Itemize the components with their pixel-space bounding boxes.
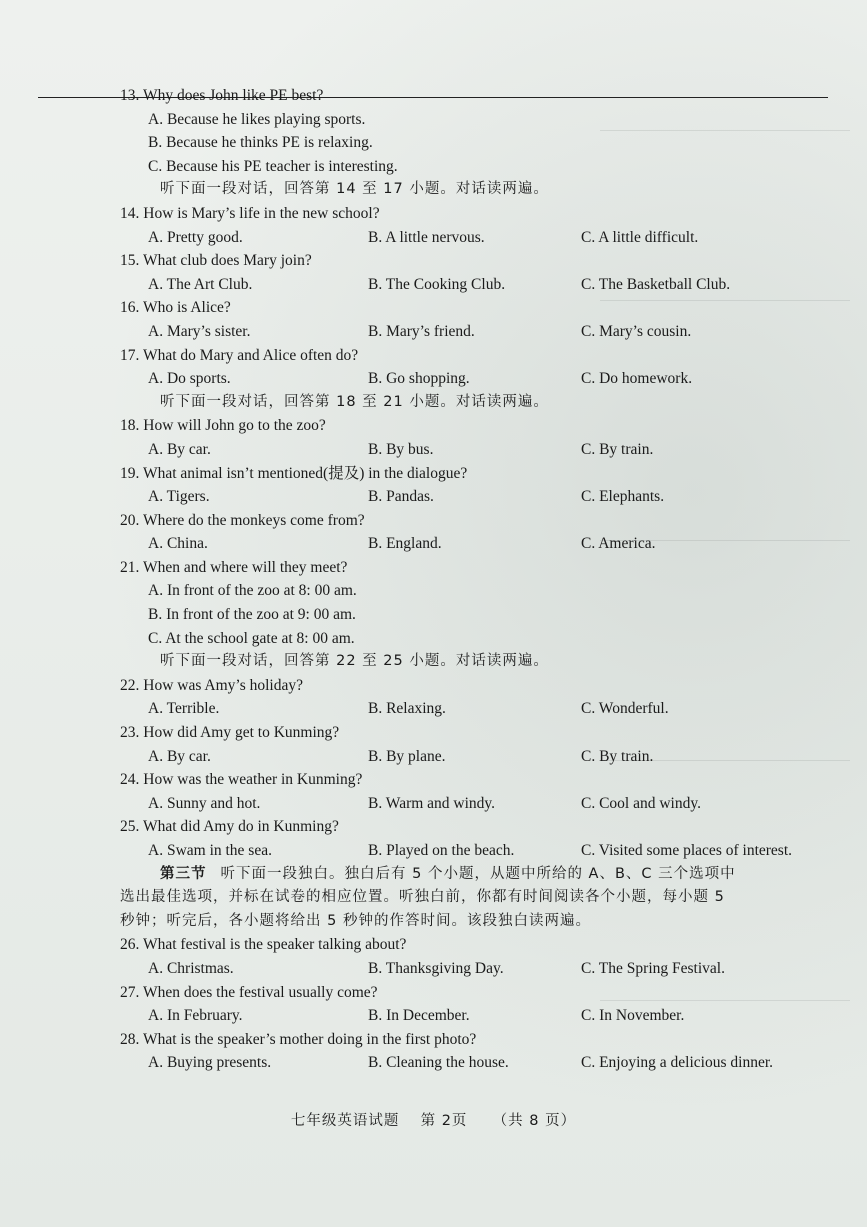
option-a: A. Mary’s sister. — [148, 322, 251, 340]
option-b: B. Warm and windy. — [368, 794, 496, 812]
question-13: 13. Why does John like PE best? — [120, 87, 324, 104]
footer-title: 七年级英语试题 — [290, 1113, 400, 1129]
option-a: A. Tigers. — [148, 488, 210, 506]
option-c: C. The Basketball Club. — [581, 275, 731, 293]
options-23 — [120, 745, 830, 769]
question-19: 19. What animal isn’t mentioned(提及) in the dialogue? — [120, 464, 468, 482]
page-footer — [0, 1109, 867, 1130]
question-14: 14. How is Mary’s life in the new school? — [120, 204, 380, 222]
option-b: B. By bus. — [368, 440, 434, 458]
option-b: B. A little nervous. — [368, 228, 485, 246]
option-a: A. Terrible. — [148, 700, 220, 718]
option-b: B. England. — [368, 535, 442, 553]
section-3-line-2: 选出最佳选项，并标在试卷的相应位置。听独白前，你都有时间阅读各个小题，每小题 5 — [120, 889, 725, 906]
question-20: 20. Where do the monkeys come from? — [120, 511, 365, 529]
question-26: 26. What festival is the speaker talking about? — [120, 936, 407, 954]
option-c: C. A little difficult. — [581, 228, 699, 246]
option-b: B. Pandas. — [368, 488, 434, 506]
question-16: 16. Who is Alice? — [120, 299, 231, 317]
question-21: 21. When and where will they meet? — [120, 558, 348, 576]
footer-page-number: 第 2页 — [420, 1113, 468, 1129]
options-26 — [120, 957, 830, 981]
question-27: 27. When does the festival usually come? — [120, 983, 378, 1001]
section-3-line-1: 听下面一段独白。独白后有 5 个小题，从题中所给的 A、B、C 三个选项中 — [220, 865, 736, 882]
options-19 — [120, 485, 830, 509]
option-b: B. Cleaning the house. — [368, 1054, 509, 1072]
question-18: 18. How will John go to the zoo? — [120, 417, 326, 435]
question-15: 15. What club does Mary join? — [120, 252, 312, 270]
options-28 — [120, 1051, 830, 1075]
option-b: B. The Cooking Club. — [368, 275, 506, 293]
options-27 — [120, 1004, 830, 1028]
option-c: C. Elephants. — [581, 488, 665, 506]
option-13-a: A. Because he likes playing sports. — [148, 110, 366, 128]
options-17 — [120, 367, 830, 391]
section-3-title: 第三节 — [160, 865, 207, 882]
instruction-18-21: 听下面一段对话，回答第 18 至 21 小题。对话读两遍。 — [160, 393, 549, 410]
options-20 — [120, 532, 830, 556]
option-21-a: A. In front of the zoo at 8: 00 am. — [148, 582, 357, 600]
question-22: 22. How was Amy’s holiday? — [120, 676, 303, 694]
option-b: B. By plane. — [368, 747, 446, 765]
question-list — [120, 84, 830, 1075]
option-a: A. By car. — [148, 440, 211, 458]
options-25 — [120, 839, 830, 863]
option-c: C. America. — [581, 535, 656, 553]
option-a: A. By car. — [148, 747, 211, 765]
option-a: A. The Art Club. — [148, 275, 253, 293]
options-24 — [120, 792, 830, 816]
options-15 — [120, 273, 830, 297]
option-c: C. In November. — [581, 1007, 685, 1025]
options-14 — [120, 226, 830, 250]
option-21-c: C. At the school gate at 8: 00 am. — [148, 629, 355, 647]
option-b: B. In December. — [368, 1007, 470, 1025]
options-18 — [120, 438, 830, 462]
option-13-c: C. Because his PE teacher is interesting. — [148, 157, 398, 175]
options-22 — [120, 697, 830, 721]
option-a: A. Christmas. — [148, 959, 234, 977]
option-c: C. Visited some places of interest. — [581, 842, 793, 859]
option-a: A. In February. — [148, 1007, 243, 1025]
option-a: A. Pretty good. — [148, 228, 243, 246]
question-25: 25. What did Amy do in Kunming? — [120, 818, 339, 836]
option-c: C. The Spring Festival. — [581, 959, 725, 977]
options-16 — [120, 320, 830, 344]
option-a: A. Buying presents. — [148, 1054, 272, 1072]
option-b: B. Mary’s friend. — [368, 322, 475, 340]
option-c: C. Cool and windy. — [581, 794, 701, 812]
instruction-14-17: 听下面一段对话，回答第 14 至 17 小题。对话读两遍。 — [160, 181, 549, 198]
option-a: A. China. — [148, 535, 208, 553]
question-24: 24. How was the weather in Kunming? — [120, 771, 363, 789]
option-c: C. Wonderful. — [581, 700, 669, 718]
option-21-b: B. In front of the zoo at 9: 00 am. — [148, 606, 356, 624]
option-b: B. Go shopping. — [368, 370, 470, 388]
section-3-line-3: 秒钟；听完后，各小题将给出 5 秒钟的作答时间。该段独白读两遍。 — [120, 912, 591, 929]
option-a: A. Sunny and hot. — [148, 794, 261, 812]
option-b: B. Thanksgiving Day. — [368, 959, 504, 977]
option-a: A. Swam in the sea. — [148, 842, 272, 859]
question-17: 17. What do Mary and Alice often do? — [120, 346, 359, 364]
option-c: C. Mary’s cousin. — [581, 322, 692, 340]
option-c: C. By train. — [581, 440, 654, 458]
question-23: 23. How did Amy get to Kunming? — [120, 724, 340, 742]
instruction-22-25: 听下面一段对话，回答第 22 至 25 小题。对话读两遍。 — [160, 653, 549, 670]
section-3-heading — [120, 863, 830, 887]
option-b: B. Relaxing. — [368, 700, 446, 718]
option-c: C. Enjoying a delicious dinner. — [581, 1054, 774, 1072]
option-c: C. By train. — [581, 747, 654, 765]
option-13-b: B. Because he thinks PE is relaxing. — [148, 134, 373, 152]
question-28: 28. What is the speaker’s mother doing in the first photo? — [120, 1030, 477, 1048]
option-a: A. Do sports. — [148, 370, 231, 388]
footer-total-pages: （共 8 页） — [492, 1113, 577, 1129]
option-b: B. Played on the beach. — [368, 842, 515, 859]
option-c: C. Do homework. — [581, 370, 693, 388]
